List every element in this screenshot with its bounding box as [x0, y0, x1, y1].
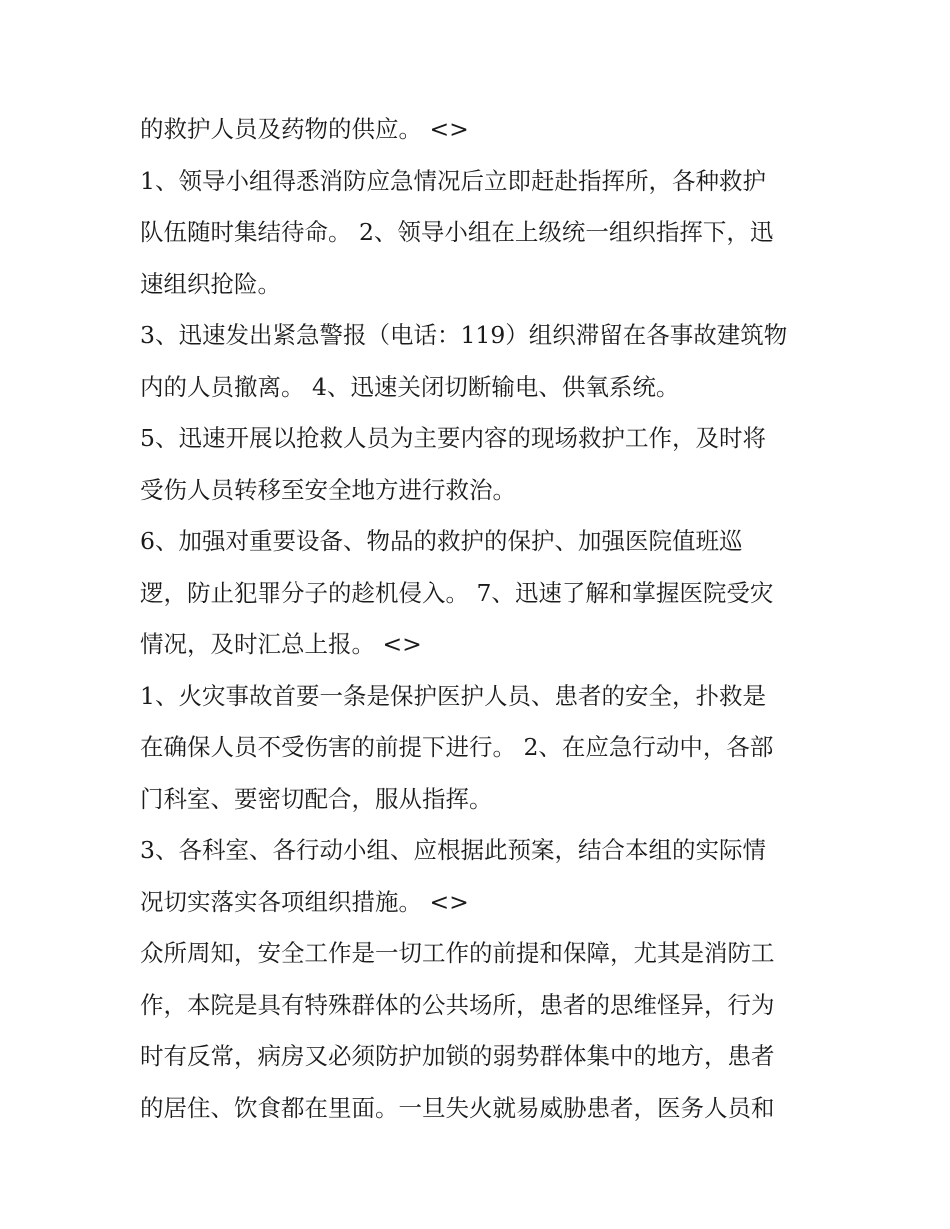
text-line: 的居住、饮食都在里面。一旦失火就易威胁患者，医务人员和	[140, 1093, 775, 1122]
text-line: 1、领导小组得悉消防应急情况后立即赶赴指挥所，各种救护	[140, 166, 766, 195]
text-line: 速组织抢险。	[140, 269, 281, 298]
text-line: 作，本院是具有特殊群体的公共场所，患者的思维怪异，行为	[140, 990, 775, 1019]
text-line: 门科室、要密切配合，服从指挥。	[140, 784, 493, 813]
text-line: 情况，及时汇总上报。 <>	[140, 630, 422, 658]
text-line: 5、迅速开展以抢救人员为主要内容的现场救护工作，及时将	[140, 424, 766, 452]
text-line: 时有反常，病房又必须防护加锁的弱势群体集中的地方，患者	[140, 1042, 775, 1070]
text-line: 逻，防止犯罪分子的趁机侵入。 7、迅速了解和掌握医院受灾	[140, 578, 774, 607]
text-line: 6、加强对重要设备、物品的救护的保护、加强医院值班巡	[140, 527, 743, 555]
document-body	[140, 104, 820, 1134]
text-line: 在确保人员不受伤害的前提下进行。 2、在应急行动中，各部	[140, 733, 774, 761]
text-line: 3、各科室、各行动小组、应根据此预案，结合本组的实际情	[140, 836, 766, 864]
text-line: 3、迅速发出紧急警报（电话：119）组织滞留在各事故建筑物	[140, 321, 788, 349]
text-line: 1、火灾事故首要一条是保护医护人员、患者的安全，扑救是	[140, 681, 766, 710]
text-line: 队伍随时集结待命。 2、领导小组在上级统一组织指挥下，迅	[140, 218, 774, 246]
text-line: 况切实落实各项组织措施。 <>	[140, 887, 469, 916]
text-line: 受伤人员转移至安全地方进行救治。	[140, 475, 516, 504]
text-line: 内的人员撤离。 4、迅速关闭切断输电、供氧系统。	[140, 372, 680, 401]
text-line: 的救护人员及药物的供应。 <>	[140, 115, 469, 143]
text-line: 众所周知，安全工作是一切工作的前提和保障，尤其是消防工	[140, 939, 775, 967]
